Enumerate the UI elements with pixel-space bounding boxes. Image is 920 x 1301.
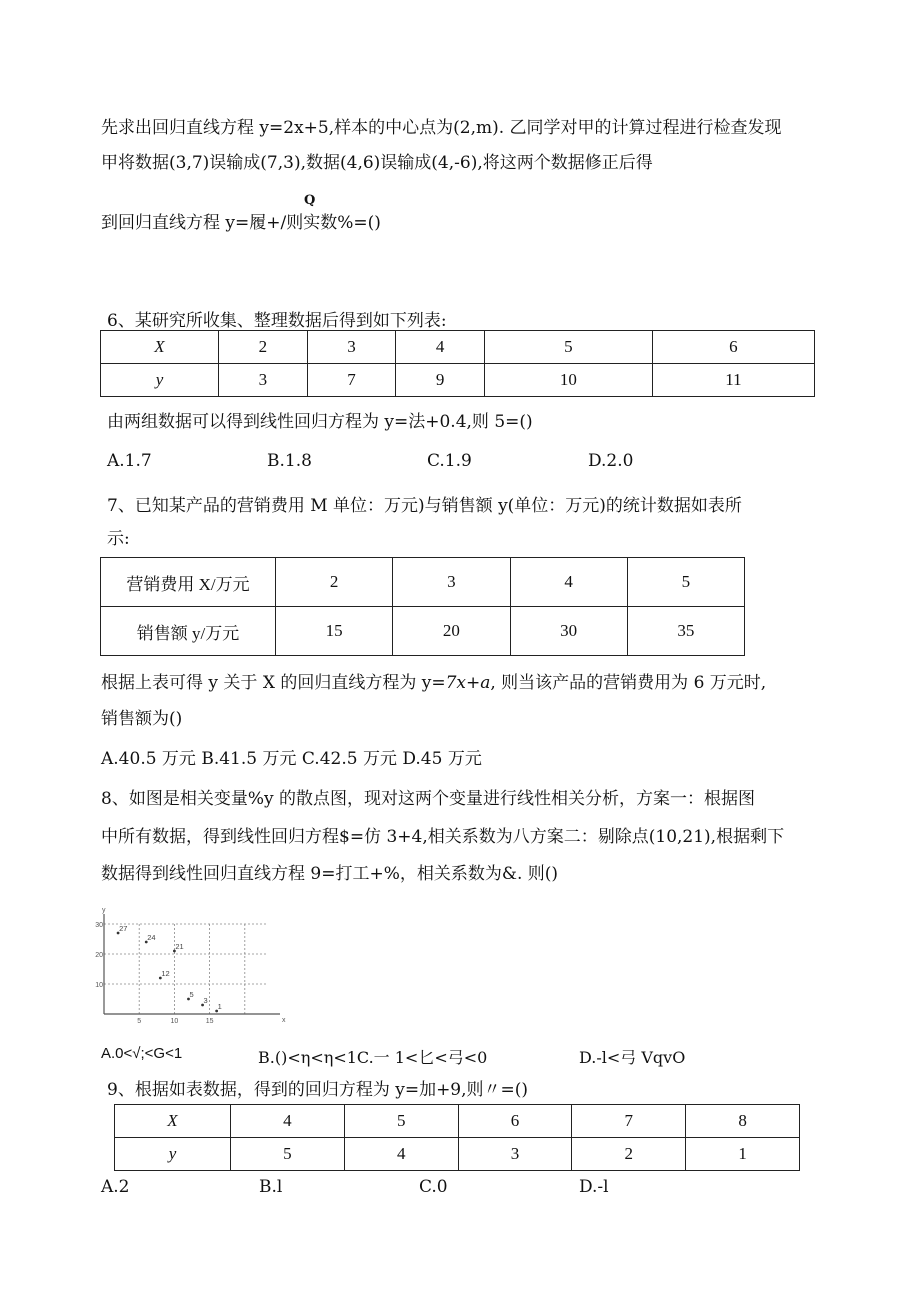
table-cell: 5 <box>484 331 652 364</box>
option-a: A.1.7 <box>107 451 152 471</box>
q7-stem <box>101 675 766 692</box>
option-b-c: B.()<η<η<1C.一 1<匕<弓<0 <box>258 1048 488 1067</box>
option-a: A.2 <box>101 1177 130 1197</box>
option-b: B.l <box>259 1177 283 1197</box>
option-d: D.-l<弓 VqvO <box>579 1048 686 1067</box>
q7-stem-b: , 则当该产品的营销费用为 6 万元时, <box>490 673 767 693</box>
point-label: 24 <box>147 933 156 942</box>
q6-title: 6、某研究所收集、整理数据后得到如下列表: <box>107 311 447 331</box>
table-row <box>101 607 745 656</box>
q7-options: A.40.5 万元 B.41.5 万元 C.42.5 万元 D.45 万元 <box>101 749 482 769</box>
q8-line-1: 8、如图是相关变量%y 的散点图，现对这两个变量进行线性相关分析，方案一：根据图 <box>101 789 755 809</box>
table-cell: 11 <box>652 364 814 397</box>
point-label: 3 <box>203 996 208 1005</box>
table-row <box>101 558 745 607</box>
table-header-cell: y <box>101 364 219 397</box>
table-cell: 8 <box>686 1105 800 1138</box>
p5-line-1: 先求出回归直线方程 y=2x+5,样本的中心点为(2,m). 乙同学对甲的计算过程进行检查发现 <box>101 118 782 138</box>
option-c: C.1.9 <box>427 451 472 471</box>
option-b: B.1.8 <box>267 451 312 471</box>
table-header-cell: y <box>115 1138 231 1171</box>
table-cell: 6 <box>458 1105 572 1138</box>
scatter-grid <box>104 924 266 1014</box>
y-tick-label: 20 <box>95 952 103 959</box>
point-label: 1 <box>217 1002 222 1011</box>
table-cell: 6 <box>652 331 814 364</box>
table-cell: 2 <box>219 331 308 364</box>
table-cell: 3 <box>307 331 396 364</box>
point-label: 12 <box>161 969 170 978</box>
q6-table <box>100 330 815 397</box>
table-cell: 5 <box>231 1138 345 1171</box>
table-cell: 35 <box>627 607 744 656</box>
table-cell: 7 <box>307 364 396 397</box>
table-cell: 4 <box>510 558 627 607</box>
table-row <box>101 331 815 364</box>
table-header-cell: X <box>115 1105 231 1138</box>
table-cell: 1 <box>686 1138 800 1171</box>
q8-line-3: 数据得到线性回归直线方程 9=打工+%，相关系数为&. 则() <box>101 864 559 884</box>
p5-q-mark: Q <box>304 193 316 208</box>
y-tick-label: 10 <box>95 982 103 989</box>
q6-stem: 由两组数据可以得到线性回归方程为 y=法+0.4,则 5=() <box>107 412 533 432</box>
option-c: C.0 <box>419 1177 448 1197</box>
point-label: 21 <box>175 942 184 951</box>
q7-stem-2: 销售额为() <box>101 709 183 729</box>
table-cell: 3 <box>219 364 308 397</box>
scatter-axes <box>102 907 286 1024</box>
table-cell: 4 <box>231 1105 345 1138</box>
q7-line-2: 示: <box>107 529 130 549</box>
table-row <box>115 1105 800 1138</box>
x-axis-label: x <box>282 1017 286 1024</box>
x-tick-label: 15 <box>205 1018 214 1025</box>
table-row <box>101 364 815 397</box>
table-cell: 3 <box>393 558 510 607</box>
table-cell: 7 <box>572 1105 686 1138</box>
q7-line-1: 7、已知某产品的营销费用 M 单位：万元)与销售额 y(单位：万元)的统计数据如表所 <box>107 496 742 516</box>
table-row <box>115 1138 800 1171</box>
table-cell: 30 <box>510 607 627 656</box>
table-header-cell: 销售额 y/万元 <box>101 607 276 656</box>
table-cell: 4 <box>396 331 485 364</box>
q9-stem: 9、根据如表数据，得到的回归方程为 y=加+9,则〃=() <box>107 1080 529 1100</box>
scatter-plot <box>96 906 296 1030</box>
table-cell: 15 <box>276 607 393 656</box>
option-d: D.-l <box>579 1177 609 1197</box>
x-tick-label: 5 <box>137 1018 142 1025</box>
point-label: 27 <box>119 924 128 933</box>
table-header-cell: X <box>101 331 219 364</box>
p5-line-2: 甲将数据(3,7)误输成(7,3),数据(4,6)误输成(4,-6),将这两个数据修正后得 <box>101 153 653 173</box>
table-cell: 5 <box>344 1105 458 1138</box>
table-cell: 4 <box>344 1138 458 1171</box>
q8-line-2: 中所有数据，得到线性回归方程$=仿 3+4,相关系数为八方案二：剔除点(10,21),根据剩下 <box>101 827 785 847</box>
option-d: D.2.0 <box>588 451 634 471</box>
point-label: 5 <box>189 990 194 999</box>
table-cell: 3 <box>458 1138 572 1171</box>
p5-line-3: 到回归直线方程 y=履+/则实数%=() <box>101 213 381 233</box>
option-a: A.0<√;<G<1 <box>101 1045 183 1062</box>
q7-table <box>100 557 745 656</box>
scatter-points <box>117 924 222 1012</box>
x-tick-label: 10 <box>170 1018 179 1025</box>
q7-formula: 7x+a <box>445 673 491 693</box>
table-cell: 5 <box>627 558 744 607</box>
table-cell: 10 <box>484 364 652 397</box>
q7-stem-a: 根据上表可得 y 关于 X 的回归直线方程为 y= <box>101 673 446 693</box>
q9-table <box>114 1104 800 1171</box>
table-header-cell: 营销费用 X/万元 <box>101 558 276 607</box>
y-tick-label: 30 <box>95 922 103 929</box>
y-axis-label: y <box>102 907 106 914</box>
table-cell: 2 <box>276 558 393 607</box>
table-cell: 20 <box>393 607 510 656</box>
table-cell: 2 <box>572 1138 686 1171</box>
table-cell: 9 <box>396 364 485 397</box>
